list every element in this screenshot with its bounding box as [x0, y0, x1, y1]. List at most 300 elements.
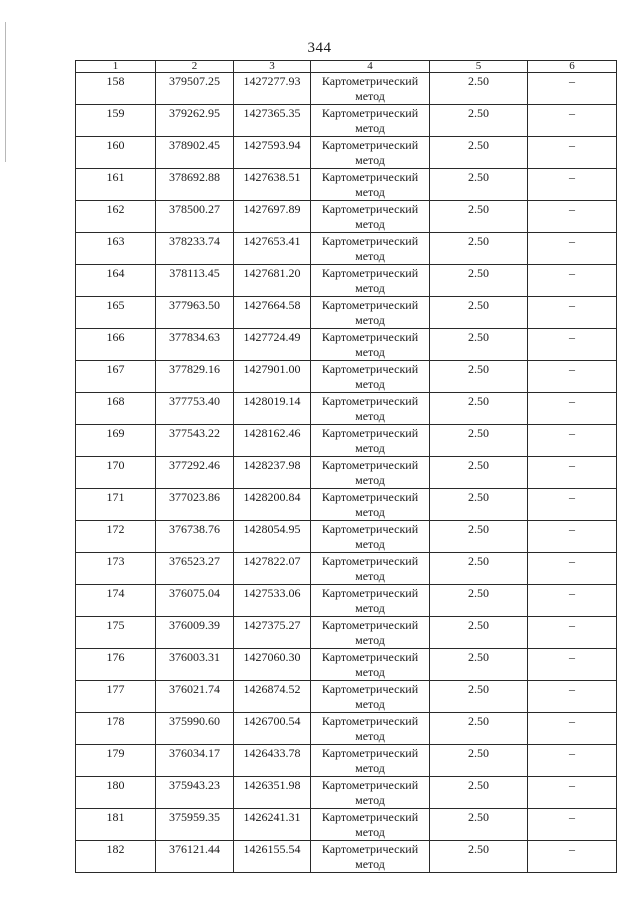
- accuracy-cell: [430, 457, 528, 489]
- note-cell: [528, 777, 617, 809]
- point-number-cell-text: 171: [106, 490, 125, 504]
- note-cell-text: –: [569, 810, 575, 824]
- method-cell-text: Картометрический метод: [321, 650, 419, 679]
- y-coordinate-cell: [234, 457, 311, 489]
- y-coordinate-cell-text: 1426433.78: [243, 746, 301, 760]
- table-row: [76, 713, 617, 745]
- x-coordinate-cell-text: 376738.76: [169, 522, 220, 536]
- point-number-cell-text: 167: [106, 362, 125, 376]
- note-cell-text: –: [569, 682, 575, 696]
- y-coordinate-cell-text: 1428162.46: [243, 426, 301, 440]
- note-cell: [528, 105, 617, 137]
- y-coordinate-cell: [234, 73, 311, 105]
- note-cell-text: –: [569, 394, 575, 408]
- x-coordinate-cell: [156, 457, 234, 489]
- x-coordinate-cell-text: 376021.74: [169, 682, 220, 696]
- accuracy-cell-text: 2.50: [468, 586, 489, 600]
- method-cell: [311, 617, 430, 649]
- point-number-cell: [76, 361, 156, 393]
- point-number-cell: [76, 201, 156, 233]
- method-cell: [311, 841, 430, 873]
- point-number-cell: [76, 457, 156, 489]
- note-cell: [528, 617, 617, 649]
- point-number-cell: [76, 265, 156, 297]
- note-cell: [528, 201, 617, 233]
- y-coordinate-cell: [234, 649, 311, 681]
- header-col-2: 2: [156, 61, 234, 73]
- note-cell-text: –: [569, 170, 575, 184]
- point-number-cell-text: 172: [106, 522, 125, 536]
- x-coordinate-cell: [156, 809, 234, 841]
- method-cell-text: Картометрический метод: [321, 266, 419, 295]
- point-number-cell: [76, 777, 156, 809]
- accuracy-cell-text: 2.50: [468, 650, 489, 664]
- y-coordinate-cell: [234, 297, 311, 329]
- accuracy-cell: [430, 73, 528, 105]
- note-cell-text: –: [569, 554, 575, 568]
- x-coordinate-cell-text: 379262.95: [169, 106, 220, 120]
- x-coordinate-cell: [156, 105, 234, 137]
- x-coordinate-cell: [156, 137, 234, 169]
- y-coordinate-cell-text: 1426874.52: [243, 682, 301, 696]
- x-coordinate-cell-text: 378233.74: [169, 234, 220, 248]
- y-coordinate-cell-text: 1427697.89: [243, 202, 301, 216]
- x-coordinate-cell: [156, 585, 234, 617]
- table-row: [76, 553, 617, 585]
- y-coordinate-cell-text: 1427365.35: [243, 106, 301, 120]
- point-number-cell: [76, 105, 156, 137]
- note-cell: [528, 553, 617, 585]
- method-cell-text: Картометрический метод: [321, 234, 419, 263]
- x-coordinate-cell-text: 377829.16: [169, 362, 220, 376]
- x-coordinate-cell: [156, 521, 234, 553]
- x-coordinate-cell: [156, 265, 234, 297]
- y-coordinate-cell-text: 1427593.94: [243, 138, 301, 152]
- x-coordinate-cell: [156, 297, 234, 329]
- note-cell: [528, 841, 617, 873]
- accuracy-cell: [430, 201, 528, 233]
- point-number-cell-text: 165: [106, 298, 125, 312]
- point-number-cell-text: 174: [106, 586, 125, 600]
- coordinates-table: [75, 60, 617, 873]
- y-coordinate-cell: [234, 681, 311, 713]
- x-coordinate-cell-text: 378902.45: [169, 138, 220, 152]
- x-coordinate-cell-text: 377753.40: [169, 394, 220, 408]
- table-row: [76, 393, 617, 425]
- accuracy-cell: [430, 809, 528, 841]
- accuracy-cell-text: 2.50: [468, 714, 489, 728]
- point-number-cell: [76, 297, 156, 329]
- method-cell-text: Картометрический метод: [321, 362, 419, 391]
- y-coordinate-cell-text: 1427724.49: [243, 330, 301, 344]
- note-cell: [528, 393, 617, 425]
- point-number-cell-text: 175: [106, 618, 125, 632]
- y-coordinate-cell: [234, 169, 311, 201]
- y-coordinate-cell-text: 1427664.58: [243, 298, 301, 312]
- note-cell-text: –: [569, 586, 575, 600]
- method-cell: [311, 585, 430, 617]
- point-number-cell: [76, 137, 156, 169]
- accuracy-cell-text: 2.50: [468, 106, 489, 120]
- table-row: [76, 745, 617, 777]
- x-coordinate-cell: [156, 553, 234, 585]
- y-coordinate-cell: [234, 553, 311, 585]
- method-cell-text: Картометрический метод: [321, 138, 419, 167]
- x-coordinate-cell: [156, 169, 234, 201]
- point-number-cell-text: 177: [106, 682, 125, 696]
- header-col-6: 6: [528, 61, 617, 73]
- point-number-cell: [76, 809, 156, 841]
- x-coordinate-cell: [156, 617, 234, 649]
- table-row: [76, 777, 617, 809]
- accuracy-cell: [430, 297, 528, 329]
- y-coordinate-cell: [234, 393, 311, 425]
- point-number-cell-text: 170: [106, 458, 125, 472]
- accuracy-cell-text: 2.50: [468, 522, 489, 536]
- table-row: [76, 297, 617, 329]
- note-cell: [528, 489, 617, 521]
- note-cell-text: –: [569, 298, 575, 312]
- header-col-4: 4: [311, 61, 430, 73]
- y-coordinate-cell-text: 1428019.14: [243, 394, 301, 408]
- page-number: 344: [307, 40, 332, 56]
- y-coordinate-cell: [234, 521, 311, 553]
- accuracy-cell-text: 2.50: [468, 682, 489, 696]
- table-row: [76, 521, 617, 553]
- note-cell: [528, 649, 617, 681]
- table-row: [76, 809, 617, 841]
- y-coordinate-cell: [234, 361, 311, 393]
- point-number-cell: [76, 521, 156, 553]
- note-cell-text: –: [569, 746, 575, 760]
- point-number-cell-text: 158: [106, 74, 125, 88]
- y-coordinate-cell-text: 1427060.30: [243, 650, 301, 664]
- note-cell-text: –: [569, 522, 575, 536]
- accuracy-cell: [430, 745, 528, 777]
- y-coordinate-cell-text: 1426351.98: [243, 778, 301, 792]
- accuracy-cell-text: 2.50: [468, 74, 489, 88]
- table-row: [76, 361, 617, 393]
- point-number-cell-text: 161: [106, 170, 125, 184]
- point-number-cell-text: 159: [106, 106, 125, 120]
- note-cell-text: –: [569, 138, 575, 152]
- note-cell-text: –: [569, 362, 575, 376]
- method-cell-text: Картометрический метод: [321, 618, 419, 647]
- x-coordinate-cell-text: 376009.39: [169, 618, 220, 632]
- x-coordinate-cell-text: 378500.27: [169, 202, 220, 216]
- method-cell-text: Картометрический метод: [321, 298, 419, 327]
- accuracy-cell: [430, 329, 528, 361]
- point-number-cell-text: 163: [106, 234, 125, 248]
- point-number-cell: [76, 393, 156, 425]
- note-cell: [528, 361, 617, 393]
- point-number-cell-text: 182: [106, 842, 125, 856]
- point-number-cell: [76, 649, 156, 681]
- accuracy-cell-text: 2.50: [468, 554, 489, 568]
- table-row: [76, 265, 617, 297]
- x-coordinate-cell: [156, 649, 234, 681]
- x-coordinate-cell: [156, 777, 234, 809]
- note-cell-text: –: [569, 714, 575, 728]
- point-number-cell-text: 176: [106, 650, 125, 664]
- accuracy-cell-text: 2.50: [468, 426, 489, 440]
- note-cell: [528, 137, 617, 169]
- point-number-cell-text: 168: [106, 394, 125, 408]
- method-cell: [311, 137, 430, 169]
- accuracy-cell-text: 2.50: [468, 842, 489, 856]
- table-row: [76, 233, 617, 265]
- accuracy-cell-text: 2.50: [468, 778, 489, 792]
- x-coordinate-cell-text: 376523.27: [169, 554, 220, 568]
- y-coordinate-cell: [234, 809, 311, 841]
- point-number-cell-text: 160: [106, 138, 125, 152]
- x-coordinate-cell-text: 379507.25: [169, 74, 220, 88]
- accuracy-cell-text: 2.50: [468, 138, 489, 152]
- y-coordinate-cell: [234, 137, 311, 169]
- y-coordinate-cell-text: 1427375.27: [243, 618, 301, 632]
- point-number-cell-text: 180: [106, 778, 125, 792]
- table-row: [76, 169, 617, 201]
- accuracy-cell: [430, 649, 528, 681]
- header-col-5: 5: [430, 61, 528, 73]
- point-number-cell-text: 173: [106, 554, 125, 568]
- method-cell: [311, 809, 430, 841]
- note-cell-text: –: [569, 618, 575, 632]
- accuracy-cell-text: 2.50: [468, 746, 489, 760]
- method-cell: [311, 425, 430, 457]
- accuracy-cell: [430, 553, 528, 585]
- note-cell: [528, 425, 617, 457]
- method-cell-text: Картометрический метод: [321, 202, 419, 231]
- method-cell: [311, 393, 430, 425]
- point-number-cell: [76, 169, 156, 201]
- point-number-cell: [76, 489, 156, 521]
- x-coordinate-cell-text: 377834.63: [169, 330, 220, 344]
- point-number-cell: [76, 745, 156, 777]
- accuracy-cell: [430, 585, 528, 617]
- note-cell-text: –: [569, 842, 575, 856]
- x-coordinate-cell: [156, 361, 234, 393]
- method-cell-text: Картометрический метод: [321, 810, 419, 839]
- table-row: [76, 649, 617, 681]
- point-number-cell: [76, 233, 156, 265]
- y-coordinate-cell-text: 1428237.98: [243, 458, 301, 472]
- point-number-cell: [76, 841, 156, 873]
- note-cell-text: –: [569, 650, 575, 664]
- point-number-cell-text: 179: [106, 746, 125, 760]
- table-row: [76, 105, 617, 137]
- x-coordinate-cell-text: 378113.45: [169, 266, 220, 280]
- accuracy-cell: [430, 777, 528, 809]
- method-cell: [311, 361, 430, 393]
- accuracy-cell-text: 2.50: [468, 618, 489, 632]
- accuracy-cell-text: 2.50: [468, 202, 489, 216]
- accuracy-cell-text: 2.50: [468, 458, 489, 472]
- y-coordinate-cell-text: 1428200.84: [243, 490, 301, 504]
- method-cell-text: Картометрический метод: [321, 586, 419, 615]
- x-coordinate-cell-text: 377292.46: [169, 458, 220, 472]
- table-row: [76, 201, 617, 233]
- note-cell-text: –: [569, 426, 575, 440]
- method-cell-text: Картометрический метод: [321, 554, 419, 583]
- point-number-cell: [76, 585, 156, 617]
- accuracy-cell-text: 2.50: [468, 234, 489, 248]
- x-coordinate-cell-text: 377963.50: [169, 298, 220, 312]
- accuracy-cell-text: 2.50: [468, 330, 489, 344]
- point-number-cell: [76, 425, 156, 457]
- y-coordinate-cell: [234, 841, 311, 873]
- point-number-cell-text: 162: [106, 202, 125, 216]
- accuracy-cell: [430, 169, 528, 201]
- accuracy-cell: [430, 233, 528, 265]
- y-coordinate-cell-text: 1426241.31: [243, 810, 301, 824]
- accuracy-cell: [430, 521, 528, 553]
- method-cell: [311, 649, 430, 681]
- note-cell-text: –: [569, 490, 575, 504]
- x-coordinate-cell: [156, 841, 234, 873]
- note-cell: [528, 73, 617, 105]
- note-cell: [528, 585, 617, 617]
- method-cell-text: Картометрический метод: [321, 490, 419, 519]
- y-coordinate-cell: [234, 265, 311, 297]
- note-cell: [528, 745, 617, 777]
- method-cell-text: Картометрический метод: [321, 426, 419, 455]
- note-cell: [528, 713, 617, 745]
- y-coordinate-cell-text: 1428054.95: [243, 522, 301, 536]
- method-cell-text: Картометрический метод: [321, 682, 419, 711]
- method-cell-text: Картометрический метод: [321, 842, 419, 871]
- table-body: [76, 73, 617, 873]
- accuracy-cell: [430, 393, 528, 425]
- accuracy-cell: [430, 713, 528, 745]
- point-number-cell: [76, 681, 156, 713]
- accuracy-cell: [430, 681, 528, 713]
- note-cell: [528, 329, 617, 361]
- y-coordinate-cell-text: 1426700.54: [243, 714, 301, 728]
- y-coordinate-cell-text: 1426155.54: [243, 842, 301, 856]
- y-coordinate-cell-text: 1427638.51: [243, 170, 301, 184]
- note-cell-text: –: [569, 234, 575, 248]
- accuracy-cell: [430, 617, 528, 649]
- y-coordinate-cell: [234, 489, 311, 521]
- point-number-cell-text: 178: [106, 714, 125, 728]
- x-coordinate-cell-text: 376075.04: [169, 586, 220, 600]
- header-col-3: 3: [234, 61, 311, 73]
- note-cell-text: –: [569, 202, 575, 216]
- note-cell: [528, 521, 617, 553]
- method-cell-text: Картометрический метод: [321, 458, 419, 487]
- header-row: [76, 61, 617, 73]
- accuracy-cell-text: 2.50: [468, 266, 489, 280]
- point-number-cell-text: 164: [106, 266, 125, 280]
- y-coordinate-cell: [234, 425, 311, 457]
- y-coordinate-cell-text: 1427653.41: [243, 234, 301, 248]
- x-coordinate-cell: [156, 745, 234, 777]
- table-row: [76, 457, 617, 489]
- x-coordinate-cell: [156, 681, 234, 713]
- accuracy-cell-text: 2.50: [468, 394, 489, 408]
- point-number-cell: [76, 553, 156, 585]
- y-coordinate-cell: [234, 329, 311, 361]
- y-coordinate-cell-text: 1427277.93: [243, 74, 301, 88]
- x-coordinate-cell: [156, 233, 234, 265]
- accuracy-cell-text: 2.50: [468, 490, 489, 504]
- accuracy-cell-text: 2.50: [468, 170, 489, 184]
- note-cell-text: –: [569, 106, 575, 120]
- x-coordinate-cell: [156, 425, 234, 457]
- table-row: [76, 681, 617, 713]
- method-cell: [311, 73, 430, 105]
- table-row: [76, 329, 617, 361]
- accuracy-cell: [430, 841, 528, 873]
- table-row: [76, 489, 617, 521]
- method-cell: [311, 457, 430, 489]
- accuracy-cell: [430, 489, 528, 521]
- table-row: [76, 73, 617, 105]
- x-coordinate-cell: [156, 713, 234, 745]
- x-coordinate-cell: [156, 393, 234, 425]
- method-cell-text: Картометрический метод: [321, 330, 419, 359]
- method-cell: [311, 713, 430, 745]
- y-coordinate-cell: [234, 201, 311, 233]
- note-cell: [528, 809, 617, 841]
- method-cell-text: Картометрический метод: [321, 74, 419, 103]
- x-coordinate-cell-text: 377543.22: [169, 426, 220, 440]
- y-coordinate-cell: [234, 105, 311, 137]
- note-cell: [528, 297, 617, 329]
- note-cell-text: –: [569, 266, 575, 280]
- x-coordinate-cell-text: 376003.31: [169, 650, 220, 664]
- method-cell: [311, 265, 430, 297]
- note-cell-text: –: [569, 458, 575, 472]
- note-cell-text: –: [569, 330, 575, 344]
- note-cell: [528, 265, 617, 297]
- note-cell-text: –: [569, 778, 575, 792]
- note-cell: [528, 457, 617, 489]
- method-cell: [311, 553, 430, 585]
- x-coordinate-cell-text: 376121.44: [169, 842, 220, 856]
- note-cell: [528, 681, 617, 713]
- method-cell-text: Картометрический метод: [321, 714, 419, 743]
- accuracy-cell-text: 2.50: [468, 298, 489, 312]
- point-number-cell: [76, 73, 156, 105]
- accuracy-cell: [430, 265, 528, 297]
- y-coordinate-cell: [234, 585, 311, 617]
- y-coordinate-cell-text: 1427533.06: [243, 586, 301, 600]
- point-number-cell: [76, 713, 156, 745]
- table-row: [76, 585, 617, 617]
- point-number-cell-text: 166: [106, 330, 125, 344]
- table-header: [76, 61, 617, 73]
- x-coordinate-cell: [156, 329, 234, 361]
- x-coordinate-cell-text: 376034.17: [169, 746, 220, 760]
- x-coordinate-cell-text: 377023.86: [169, 490, 220, 504]
- table-row: [76, 425, 617, 457]
- x-coordinate-cell: [156, 489, 234, 521]
- x-coordinate-cell-text: 375990.60: [169, 714, 220, 728]
- point-number-cell-text: 181: [106, 810, 125, 824]
- accuracy-cell: [430, 425, 528, 457]
- y-coordinate-cell: [234, 617, 311, 649]
- method-cell: [311, 201, 430, 233]
- table-row: [76, 841, 617, 873]
- method-cell: [311, 521, 430, 553]
- x-coordinate-cell-text: 375959.35: [169, 810, 220, 824]
- accuracy-cell: [430, 105, 528, 137]
- y-coordinate-cell: [234, 745, 311, 777]
- method-cell: [311, 777, 430, 809]
- y-coordinate-cell: [234, 777, 311, 809]
